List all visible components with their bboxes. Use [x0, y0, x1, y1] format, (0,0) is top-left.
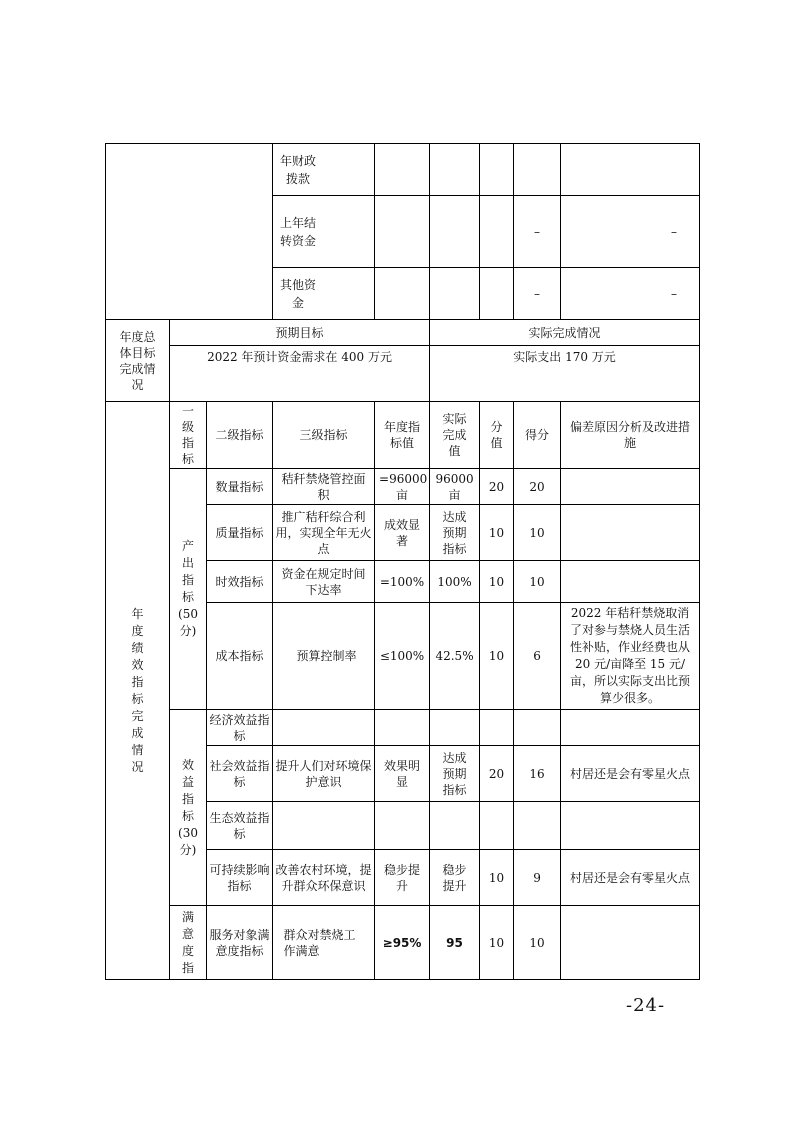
funding-label-other	[273, 268, 375, 320]
row-note: 2022 年秸秆禁烧取消了对参与禁烧人员生活性补贴，作业经费也从 20 元/亩降至 15 元/亩，所以实际支出比预算少很多。	[561, 603, 700, 710]
performance-header-row	[106, 402, 700, 469]
funding-dash: –	[561, 196, 700, 268]
row-l3	[273, 561, 375, 603]
row-l3-text: 资金在规定时间下达率	[281, 566, 366, 597]
funding-dash: –	[561, 268, 700, 320]
row-target: ≤100%	[375, 603, 430, 710]
row-l2: 质量指标	[207, 505, 273, 561]
row-l3: 提升人们对环境保护意识	[273, 746, 375, 802]
satisfaction-group-label	[170, 906, 207, 980]
row-l3	[273, 906, 375, 980]
row-target-text: 稳步提升	[384, 862, 421, 893]
row-score: 9	[514, 850, 561, 906]
row-actual-text: 96000亩	[435, 471, 474, 502]
row-score: 6	[514, 603, 561, 710]
actual-completion-header: 实际完成情况	[430, 320, 700, 346]
funding-cell	[561, 144, 700, 196]
row-actual-text: 达成预期指标	[442, 750, 467, 797]
row-weight: 10	[480, 603, 514, 710]
row-note	[561, 802, 700, 850]
row-l2: 可持续影响指标	[207, 850, 273, 906]
header-level1	[170, 402, 207, 469]
row-l3	[273, 802, 375, 850]
header-target	[375, 402, 430, 469]
row-l3-text: 秸秆禁烧管控面积	[281, 471, 366, 502]
row-actual-text: 达成预期指标	[442, 509, 467, 556]
funding-blank-cell	[106, 144, 273, 320]
row-l3: 改善农村环境，提升群众环保意识	[273, 850, 375, 906]
row-target	[375, 746, 430, 802]
row-target	[375, 469, 430, 505]
row-l3-text: 群众对禁烧工作满意	[283, 927, 356, 958]
row-weight: 10	[480, 850, 514, 906]
row-actual: 95	[430, 906, 480, 980]
performance-evaluation-table	[105, 143, 700, 980]
row-weight	[480, 802, 514, 850]
row-l3: 推广秸秆综合利用，实现全年无火点	[273, 505, 375, 561]
funding-cell	[375, 268, 430, 320]
row-actual	[430, 746, 480, 802]
header-level3: 三级指标	[273, 402, 375, 469]
funding-row-fiscal	[106, 144, 700, 196]
row-l2: 生态效益指标	[207, 802, 273, 850]
overall-header-row	[106, 320, 700, 346]
funding-cell	[480, 196, 514, 268]
expected-target-header: 预期目标	[170, 320, 430, 346]
header-weight-text: 分值	[490, 420, 503, 450]
header-target-text: 年度指标值	[384, 420, 421, 450]
funding-cell	[480, 144, 514, 196]
row-note-text: 村居还是会有零星火点	[570, 870, 691, 885]
row-note	[561, 505, 700, 561]
header-level2: 二级指标	[207, 402, 273, 469]
funding-label-carryover-text: 上年结转资金	[280, 215, 317, 248]
funding-cell	[480, 268, 514, 320]
row-score	[514, 802, 561, 850]
header-analysis-text: 偏差原因分析及改进措施	[570, 420, 691, 450]
row-note	[561, 850, 700, 906]
row-weight: 10	[480, 561, 514, 603]
row-l2: 社会效益指标	[207, 746, 273, 802]
table-row	[106, 469, 700, 505]
row-actual-text: 稳步提升	[442, 862, 467, 893]
performance-side-label	[106, 402, 170, 980]
funding-cell	[375, 196, 430, 268]
row-score: 10	[514, 505, 561, 561]
row-note	[561, 746, 700, 802]
benefit-group-label-text: 效益指标(30分)	[178, 757, 198, 857]
funding-label-fiscal-text: 年财政拨款	[280, 153, 317, 186]
header-analysis	[561, 402, 700, 469]
row-target	[375, 710, 430, 746]
actual-completion-text: 实际支出 170 万元	[430, 346, 700, 402]
row-l3: 预算控制率	[273, 603, 375, 710]
page-number: -24-	[626, 995, 666, 1016]
funding-label-fiscal	[273, 144, 375, 196]
row-l3	[273, 469, 375, 505]
row-l2: 经济效益指标	[207, 710, 273, 746]
row-score: 16	[514, 746, 561, 802]
performance-side-label-text: 年度绩效指标完成情况	[131, 606, 144, 774]
row-target: =100%	[375, 561, 430, 603]
row-note-text: 村居还是会有零星火点	[570, 766, 691, 781]
row-l2: 时效指标	[207, 561, 273, 603]
row-target	[375, 802, 430, 850]
header-score: 得分	[514, 402, 561, 469]
funding-cell	[375, 144, 430, 196]
row-target-text: 成效显著	[384, 517, 421, 548]
row-weight: 20	[480, 469, 514, 505]
table-row	[106, 710, 700, 746]
row-score: 10	[514, 906, 561, 980]
row-l2: 成本指标	[207, 603, 273, 710]
funding-cell	[430, 196, 480, 268]
funding-label-other-text: 其他资金	[280, 277, 317, 310]
row-l3	[273, 710, 375, 746]
satisfaction-group-label-text: 满意度指	[181, 909, 194, 975]
row-weight	[480, 710, 514, 746]
row-actual	[430, 850, 480, 906]
overall-label	[106, 320, 170, 402]
row-target	[375, 505, 430, 561]
header-weight	[480, 402, 514, 469]
header-level1-text: 一级指标	[181, 404, 194, 466]
row-score: 10	[514, 561, 561, 603]
funding-cell	[430, 268, 480, 320]
row-note	[561, 710, 700, 746]
row-weight: 20	[480, 746, 514, 802]
output-group-label-text: 产出指标(50分)	[178, 539, 198, 638]
row-score: 20	[514, 469, 561, 505]
row-target-text: 效果明显	[384, 758, 421, 789]
row-target	[375, 850, 430, 906]
output-group-label	[170, 469, 207, 710]
overall-label-text: 年度总体目标完成情况	[119, 329, 156, 392]
row-score	[514, 710, 561, 746]
row-actual	[430, 802, 480, 850]
overall-content-row	[106, 346, 700, 402]
row-weight: 10	[480, 505, 514, 561]
funding-cell	[430, 144, 480, 196]
row-actual: 100%	[430, 561, 480, 603]
row-note	[561, 561, 700, 603]
row-l2: 数量指标	[207, 469, 273, 505]
row-weight: 10	[480, 906, 514, 980]
benefit-group-label	[170, 710, 207, 906]
row-actual	[430, 710, 480, 746]
row-actual: 42.5%	[430, 603, 480, 710]
row-actual	[430, 469, 480, 505]
row-l2: 服务对象满意度指标	[207, 906, 273, 980]
row-note	[561, 469, 700, 505]
funding-label-carryover	[273, 196, 375, 268]
header-actual	[430, 402, 480, 469]
header-actual-text: 实际完成值	[442, 412, 467, 458]
funding-cell	[514, 144, 561, 196]
funding-dash: –	[514, 196, 561, 268]
expected-target-text: 2022 年预计资金需求在 400 万元	[170, 346, 430, 402]
funding-dash: –	[514, 268, 561, 320]
row-target-text: =96000亩	[379, 471, 428, 502]
table-row	[106, 906, 700, 980]
row-note	[561, 906, 700, 980]
row-actual	[430, 505, 480, 561]
row-target: ≥95%	[375, 906, 430, 980]
